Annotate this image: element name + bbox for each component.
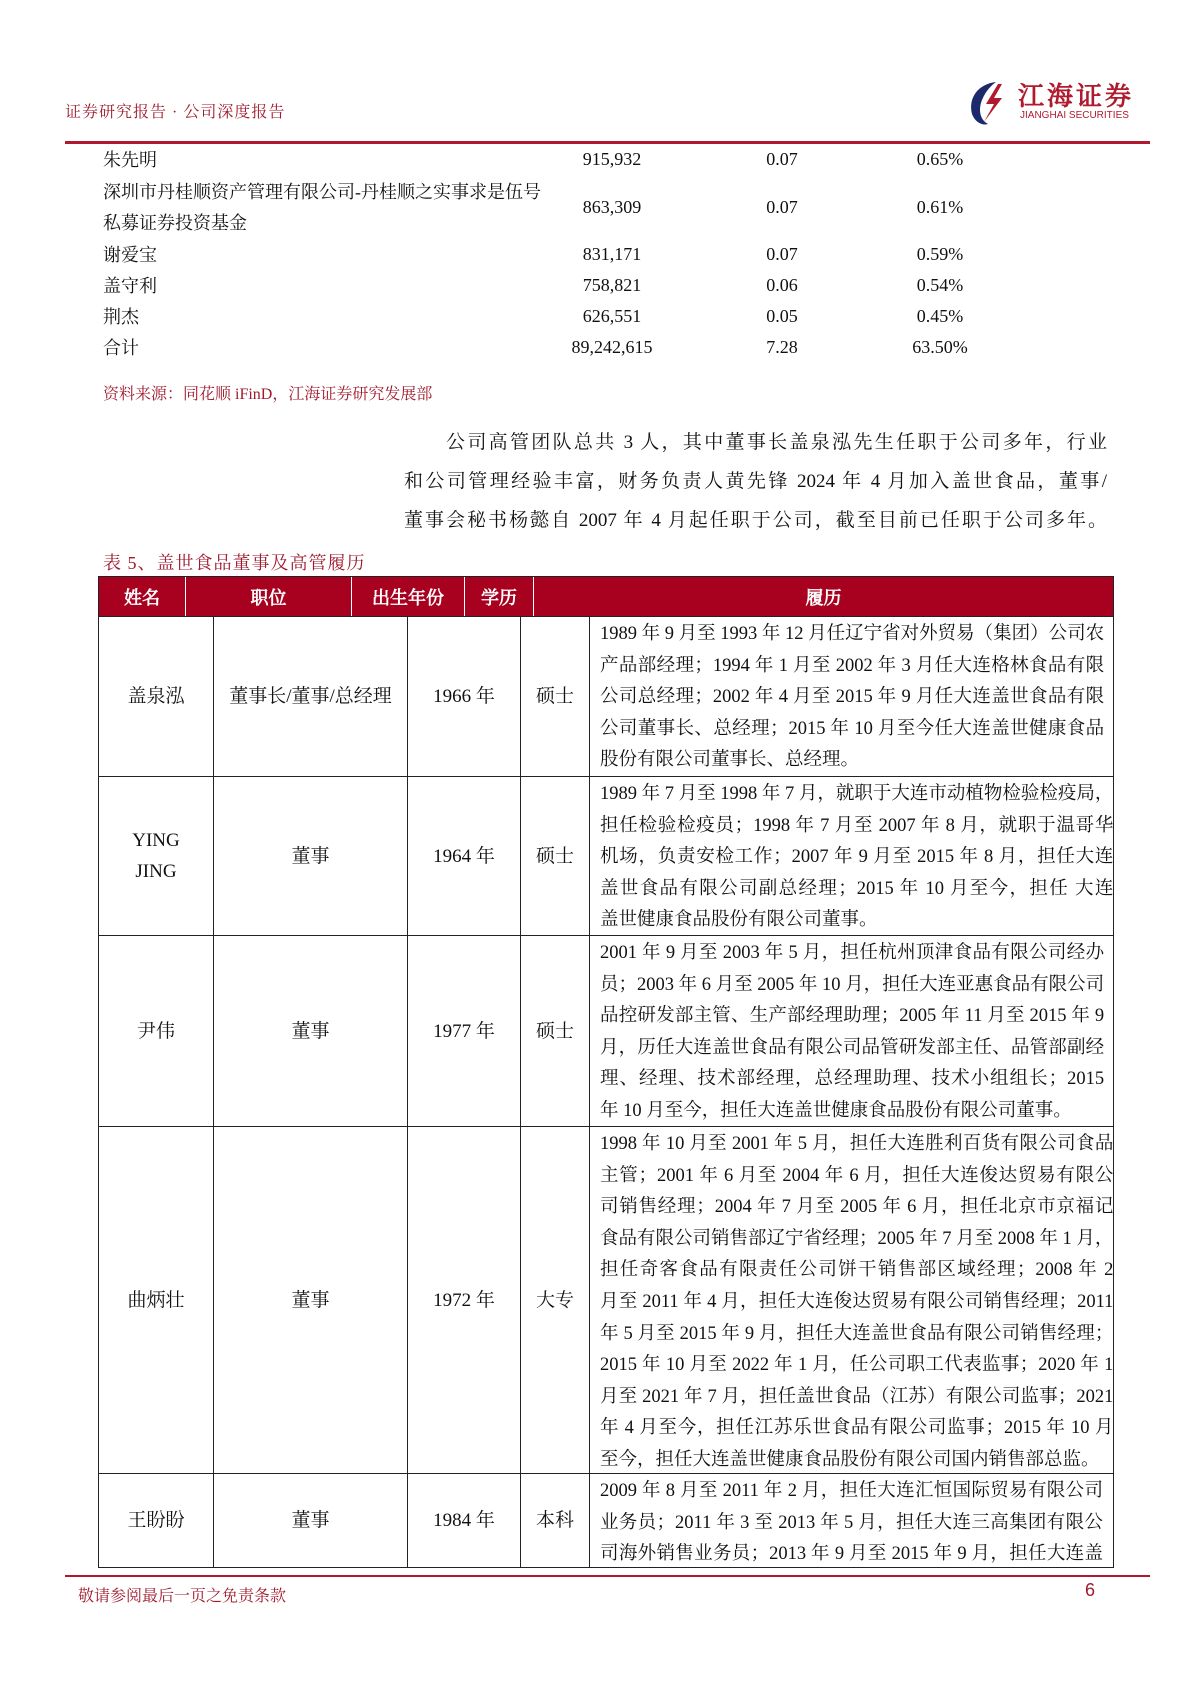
cell-resume	[590, 617, 1114, 776]
resume-line: 品控研发部主管、生产部经理助理；2005 年 11 月至 2015 年 9	[600, 1006, 1105, 1027]
holder-pct: 0.59%	[916, 244, 964, 264]
holder-ratio: 0.05	[766, 306, 798, 326]
logo-text-en: JIANGHAI SECURITIES	[1020, 110, 1129, 121]
holder-name-line: 合计	[103, 338, 139, 358]
table-row	[99, 1126, 1113, 1473]
resume-line: 1989 年 7 月至 1998 年 7 月，就职于大连市动植物检验检疫局，	[600, 784, 1114, 804]
paragraph-line: 和公司管理经验丰富，财务负责人黄先锋 2024 年 4 月加入盖世食品，董事/	[404, 471, 1107, 492]
holder-pct: 0.45%	[916, 306, 964, 326]
table-row	[99, 616, 1113, 776]
cell-name: 尹伟	[99, 936, 214, 1126]
resume-line: 司海外销售业务员；2013 年 9 月至 2015 年 9 月，担任大连盖	[600, 1544, 1103, 1565]
holder-shares: 915,932	[582, 149, 642, 169]
header-name: 姓名	[99, 577, 186, 616]
holder-ratio: 0.07	[766, 149, 798, 169]
resume-line: 月至 2011 年 4 月，担任大连俊达贸易有限公司销售经理；2011	[600, 1291, 1114, 1312]
header-divider	[65, 141, 1150, 144]
header-birth-year: 出生年份	[352, 577, 465, 616]
cell-birth-year: 1977 年	[408, 936, 521, 1126]
executive-table	[98, 576, 1114, 1568]
table-row	[99, 776, 1113, 935]
cell-resume	[590, 1474, 1113, 1567]
header-position: 职位	[186, 577, 352, 616]
holder-ratio: 0.07	[766, 196, 798, 217]
resume-line: 员；2003 年 6 月至 2005 年 10 月，担任大连亚惠食品有限公司	[600, 974, 1105, 995]
resume-line: 2001 年 9 月至 2003 年 5 月，担任杭州顶津食品有限公司经办	[600, 943, 1105, 963]
resume-line: 公司总经理；2002 年 4 月至 2015 年 9 月任大连盖世食品有限	[600, 687, 1105, 708]
table-row	[99, 1473, 1113, 1567]
resume-line: 主管；2001 年 6 月至 2004 年 6 月，担任大连俊达贸易有限公	[600, 1165, 1114, 1186]
cell-birth-year: 1984 年	[408, 1474, 521, 1567]
resume-line: 至今，担任大连盖世健康食品股份有限公司国内销售部总监。	[600, 1449, 1100, 1470]
holder-shares: 863,309	[582, 196, 642, 217]
cell-education: 硕士	[521, 777, 590, 935]
resume-line: 股份有限公司董事长、总经理。	[600, 750, 860, 771]
cell-name: YING JING	[99, 777, 214, 935]
header-education: 学历	[465, 577, 534, 616]
cell-education: 硕士	[521, 936, 590, 1126]
resume-line: 1998 年 10 月至 2001 年 5 月，担任大连胜利百货有限公司食品	[600, 1134, 1114, 1154]
table-caption: 表 5、盖世食品董事及高管履历	[103, 553, 366, 573]
resume-line: 月，历任大连盖世食品有限公司品管研发部主任、品管部副经	[600, 1037, 1105, 1058]
footer-divider	[65, 1575, 1150, 1577]
holder-pct: 63.50%	[912, 337, 968, 357]
cell-birth-year: 1966 年	[408, 617, 521, 776]
cell-name: 盖泉泓	[99, 617, 214, 776]
resume-line: 年 4 月至今，担任江苏乐世食品有限公司监事；2015 年 10 月	[600, 1418, 1114, 1439]
resume-line: 2015 年 10 月至 2022 年 1 月，任公司职工代表监事；2020 年 1	[600, 1355, 1114, 1376]
resume-line: 担任检验检疫员；1998 年 7 月至 2007 年 8 月，就职于温哥华	[600, 815, 1114, 836]
holder-shares: 89,242,615	[571, 337, 653, 357]
cell-name: 曲炳壮	[99, 1127, 214, 1473]
holder-ratio: 7.28	[766, 337, 798, 357]
resume-line: 盖世健康食品股份有限公司董事。	[600, 910, 878, 931]
holder-name-line: 私募证券投资基金	[103, 213, 247, 233]
resume-line: 年 10 月至今，担任大连盖世健康食品股份有限公司董事。	[600, 1100, 1072, 1121]
cell-education: 本科	[521, 1474, 590, 1567]
company-logo	[968, 76, 1140, 128]
cell-position: 董事	[214, 777, 408, 935]
resume-line: 业务员；2011 年 3 至 2013 年 5 月，担任大连三高集团有限公	[600, 1512, 1103, 1533]
table-body	[99, 616, 1113, 1567]
cell-resume	[590, 936, 1114, 1126]
source-note: 资料来源：同花顺 iFinD，江海证券研究发展部	[103, 386, 433, 403]
resume-line: 1989 年 9 月至 1993 年 12 月任辽宁省对外贸易（集团）公司农	[600, 624, 1105, 644]
holder-name-line: 朱先明	[103, 150, 157, 170]
holder-name-line: 谢爱宝	[103, 245, 157, 265]
cell-birth-year: 1972 年	[408, 1127, 521, 1473]
cell-resume	[590, 1127, 1123, 1473]
resume-line: 食品有限公司销售部辽宁省经理；2005 年 7 月至 2008 年 1 月，	[600, 1228, 1114, 1249]
holder-pct: 0.65%	[916, 149, 964, 169]
cell-birth-year: 1964 年	[408, 777, 521, 935]
cell-position: 董事长/董事/总经理	[214, 617, 408, 776]
page-number: 6	[1085, 1580, 1096, 1600]
cell-position: 董事	[214, 1474, 408, 1567]
resume-line: 担任奇客食品有限责任公司饼干销售部区域经理；2008 年 2	[600, 1260, 1114, 1281]
holder-name-line: 盖守利	[103, 276, 157, 296]
cell-education: 硕士	[521, 617, 590, 776]
cell-resume	[590, 777, 1123, 935]
resume-line: 月至 2021 年 7 月，担任盖世食品（江苏）有限公司监事；2021	[600, 1386, 1114, 1407]
resume-line: 机场，负责安检工作；2007 年 9 月至 2015 年 8 月，担任大连	[600, 847, 1114, 868]
resume-line: 司销售经理；2004 年 7 月至 2005 年 6 月，担任北京市京福记	[600, 1197, 1114, 1218]
holder-shares: 758,821	[582, 275, 642, 295]
cell-position: 董事	[214, 1127, 408, 1473]
holder-ratio: 0.06	[766, 275, 798, 295]
resume-line: 产品部经理；1994 年 1 月至 2002 年 3 月任大连格林食品有限	[600, 655, 1105, 676]
holder-pct: 0.61%	[916, 196, 964, 217]
report-header-title: 证券研究报告 · 公司深度报告	[65, 104, 286, 121]
resume-line: 2009 年 8 月至 2011 年 2 月，担任大连汇恒国际贸易有限公司	[600, 1481, 1103, 1501]
resume-line: 公司董事长、总经理；2015 年 10 月至今任大连盖世健康食品	[600, 718, 1105, 739]
logo-text-cn: 江海证券	[1018, 82, 1135, 111]
table-row	[99, 935, 1113, 1126]
cell-position: 董事	[214, 936, 408, 1126]
table-header-row	[99, 577, 1113, 616]
cell-name: 王盼盼	[99, 1474, 214, 1567]
holder-shares: 831,171	[582, 244, 642, 264]
footer-disclaimer: 敬请参阅最后一页之免责条款	[78, 1588, 287, 1605]
resume-line: 年 5 月至 2015 年 9 月，担任大连盖世食品有限公司销售经理；	[600, 1323, 1114, 1344]
header-resume: 履历	[805, 587, 842, 608]
holder-ratio: 0.07	[766, 244, 798, 264]
paragraph-line: 公司高管团队总共 3 人，其中董事长盖泉泓先生任职于公司多年，行业	[446, 432, 1107, 453]
holder-name-line: 荆杰	[103, 307, 139, 327]
holder-name-line: 深圳市丹桂顺资产管理有限公司-丹桂顺之实事求是伍号	[103, 182, 541, 202]
cell-education: 大专	[521, 1127, 590, 1473]
jianghai-logo-icon	[968, 80, 1010, 126]
holder-shares: 626,551	[582, 306, 642, 326]
resume-line: 理、经理、技术部经理，总经理助理、技术小组组长；2015	[600, 1069, 1105, 1090]
resume-line: 盖世食品有限公司副总经理；2015 年 10 月至今，担任 大连	[600, 878, 1114, 899]
paragraph-line: 董事会秘书杨懿自 2007 年 4 月起任职于公司，截至目前已任职于公司多年。	[404, 510, 1107, 531]
holder-pct: 0.54%	[916, 275, 964, 295]
